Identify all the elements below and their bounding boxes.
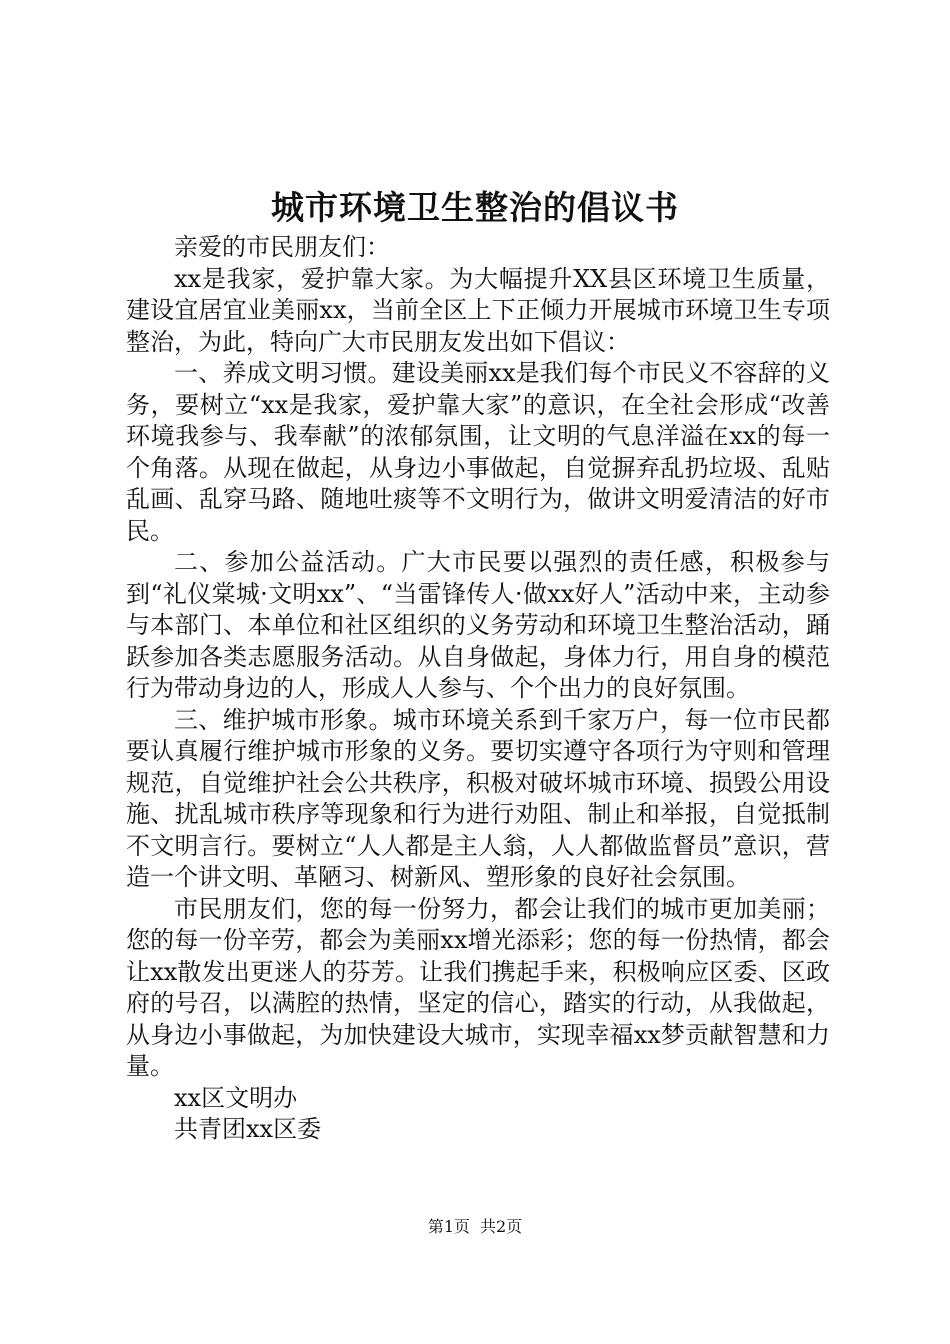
paragraph-intro: xx是我家，爱护靠大家。为大幅提升XX县区环境卫生质量，建设宜居宜业美丽xx，当前全区上下正倾力开展城市环境卫生专项整治，为此，特向广大市民朋友发出如下倡议：: [126, 264, 830, 356]
paragraph-point-1: 一、养成文明习惯。建设美丽xx是我们每个市民义不容辞的义务，要树立“xx是我家，爱护靠大家”的意识，在全社会形成“改善环境我参与、我奉献”的浓郁氛围，让文明的气息洋溢在xx的每一个角落。从现在做起，从身边小事做起，自觉摒弃乱扔垃圾、乱贴乱画、乱穿马路、随地吐痰等不文明行为，做讲文明爱清洁的好市民。: [126, 359, 830, 545]
page-total: 共2页: [480, 1217, 523, 1236]
document-title: 城市环境卫生整治的倡议书: [271, 188, 679, 227]
signature-youth-league: 共青团xx区委: [174, 1115, 322, 1143]
signature-civilization-office: xx区文明办: [174, 1083, 298, 1112]
paragraph-point-3: 三、维护城市形象。城市环境关系到千家万户，每一位市民都要认真履行维护城市形象的义务。要切实遵守各项行为守则和管理规范，自觉维护社会公共秩序，积极对破坏城市环境、损毁公用设施、扰乱城市秩序等现象和行为进行劝阻、制止和举报，自觉抵制不文明言行。要树立“人人都是主人翁，人人都做监督员”意识，营造一个讲文明、革陋习、树新风、塑形象的良好社会氛围。: [126, 705, 830, 891]
salutation: 亲爱的市民朋友们：: [174, 233, 390, 261]
page-number: 第1页: [427, 1217, 470, 1236]
page-footer: [0, 1217, 950, 1237]
paragraph-closing: 市民朋友们，您的每一份努力，都会让我们的城市更加美丽；您的每一份辛劳，都会为美丽xx增光添彩；您的每一份热情，都会让xx散发出更迷人的芬芳。让我们携起手来，积极响应区委、区政府的号召，以满腔的热情，坚定的信心，踏实的行动，从我做起，从身边小事做起，为加快建设大城市，实现幸福xx梦贡献智慧和力量。: [126, 894, 830, 1080]
paragraph-point-2: 二、参加公益活动。广大市民要以强烈的责任感，积极参与到“礼仪棠城·文明xx”、“当雷锋传人·做xx好人”活动中来，主动参与本部门、本单位和社区组织的义务劳动和环境卫生整治活动，踊跃参加各类志愿服务活动。从自身做起，身体力行，用自身的模范行为带动身边的人，形成人人参与、个个出力的良好氛围。: [126, 548, 830, 702]
document-body: [126, 232, 830, 1146]
